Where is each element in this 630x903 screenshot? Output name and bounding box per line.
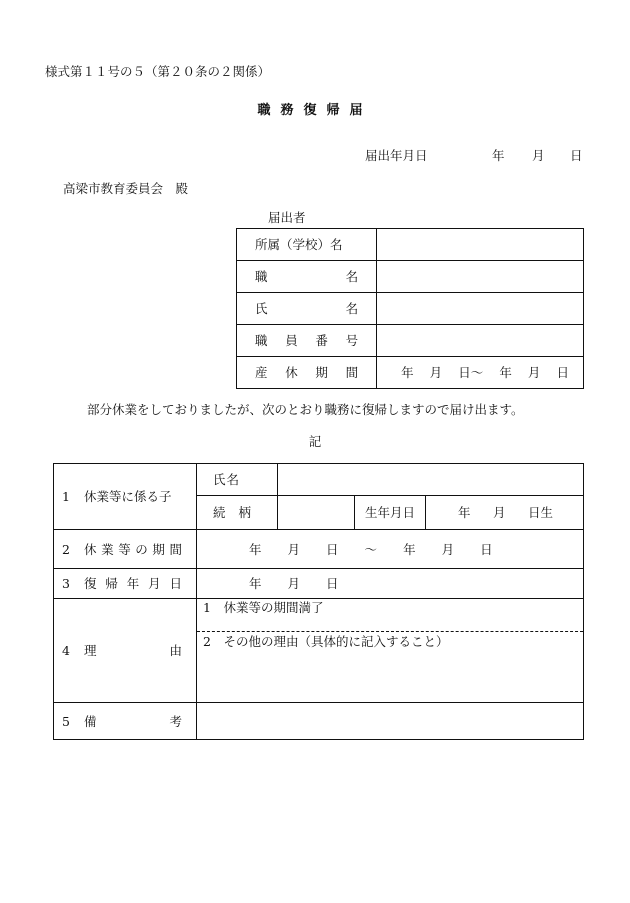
leave-period-field[interactable]: 年 月 日 ～ 年 月 日 <box>197 530 584 569</box>
affiliation-label: 所属（学校）名 <box>237 229 377 261</box>
child-name-field[interactable] <box>278 464 584 496</box>
form-number: 様式第１１号の５（第２０条の２関係） <box>45 64 271 79</box>
remarks-field[interactable] <box>197 703 584 740</box>
relation-field[interactable] <box>278 496 355 530</box>
relation-label: 続 柄 <box>197 496 278 530</box>
name-label: 氏 名 <box>237 293 377 325</box>
details-table <box>53 463 584 740</box>
reason-option-expiry[interactable]: 1 休業等の期間満了 <box>197 599 583 632</box>
applicant-caption: 届出者 <box>268 210 306 225</box>
statement-text: 部分休業をしておりましたが、次のとおり職務に復帰しますので届け出ます。 <box>87 402 524 417</box>
staff-number-field[interactable] <box>377 325 584 357</box>
document-title: 職務復帰届 <box>257 103 373 118</box>
birth-date-label: 生年月日 <box>355 496 426 530</box>
reason-option-other[interactable]: 2 その他の理由（具体的に記入すること） <box>203 634 449 649</box>
submission-year-label: 年 <box>492 148 505 163</box>
maternity-leave-field[interactable]: 年 月 日～ 年 月 日 <box>377 357 584 389</box>
job-title-label: 職 名 <box>237 261 377 293</box>
applicant-table <box>236 228 584 389</box>
return-date-row-label: 3 復 帰 年 月 日 <box>54 569 197 599</box>
birth-date-field[interactable]: 年 月 日生 <box>426 496 584 530</box>
staff-number-label: 職 員 番 号 <box>237 325 377 357</box>
addressee: 高梁市教育委員会 殿 <box>63 181 189 196</box>
remarks-row-label: 5 備 考 <box>54 703 197 740</box>
child-name-label: 氏 名 <box>197 464 278 496</box>
job-title-field[interactable] <box>377 261 584 293</box>
maternity-leave-label: 産 休 期 間 <box>237 357 377 389</box>
leave-period-row-label: 2 休 業 等 の 期 間 <box>54 530 197 569</box>
submission-date-label: 届出年月日 <box>365 148 428 163</box>
ki-heading: 記 <box>308 434 322 449</box>
child-row-label: 1 休業等に係る子 <box>54 464 197 530</box>
affiliation-field[interactable] <box>377 229 584 261</box>
submission-month-label: 月 <box>532 148 545 163</box>
submission-day-label: 日 <box>570 148 583 163</box>
return-date-field[interactable]: 年 月 日 <box>197 569 584 599</box>
name-field[interactable] <box>377 293 584 325</box>
reason-field[interactable] <box>197 599 584 703</box>
reason-row-label: 4 理 由 <box>54 599 197 703</box>
